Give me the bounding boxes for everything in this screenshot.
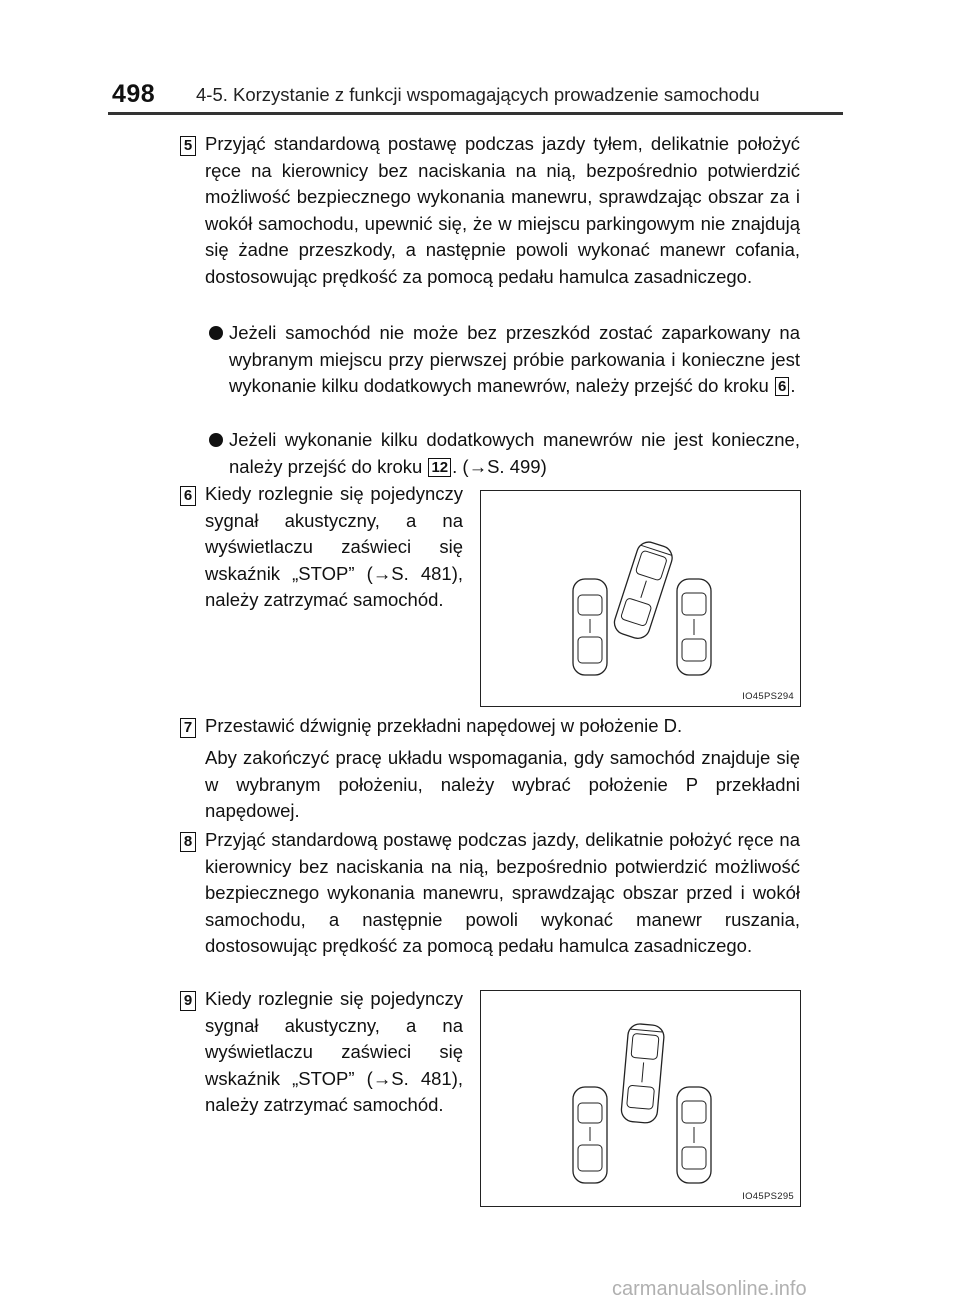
parked-car-right — [677, 579, 711, 675]
step-9 — [205, 986, 463, 1119]
forward-car — [620, 1023, 664, 1124]
step-8 — [205, 827, 800, 960]
step-8-text: Przyjąć standardową postawę podczas jazdy, delikatnie położyć ręce na kierownicy bez naciskania na nią, bezpośrednio potwierdzić możliwość bezpiecznego wykonania manewru, sprawdzając obszar przed i wokół samochodu, a następnie powoli wykonać manewr ruszania, dostosowując prędkość za pomocą pedału hamulca zasadniczego. — [205, 829, 800, 956]
page-header — [0, 0, 960, 115]
step-7-text: Przestawić dźwignię przekładni napędowej w położenie D. — [205, 715, 683, 736]
bullet-1-paragraph — [229, 320, 800, 400]
figure-code: IO45PS294 — [742, 691, 794, 702]
figure-parking-stop-2 — [480, 990, 801, 1207]
parked-car-right — [677, 1087, 711, 1183]
parking-illustration-1 — [481, 491, 800, 706]
step-5-bullet-1 — [209, 320, 800, 400]
step-5-bullet-2 — [209, 427, 800, 480]
step-badge-8: 8 — [180, 832, 196, 852]
bullet-2-end: . (→S. 499) — [452, 455, 547, 477]
bullet-icon — [209, 433, 223, 447]
bullet-icon — [209, 326, 223, 340]
parked-car-left — [573, 1087, 607, 1183]
step-5 — [205, 131, 800, 290]
step-7-note — [205, 745, 800, 825]
step-7 — [205, 713, 800, 740]
reversing-car — [611, 539, 675, 641]
step-6 — [205, 481, 463, 614]
figure-parking-stop-1 — [480, 490, 801, 707]
parking-illustration-2 — [481, 991, 800, 1206]
bullet-2-paragraph — [229, 427, 800, 480]
parked-car-left — [573, 579, 607, 675]
step-ref-12: 12 — [428, 458, 451, 477]
step-5-text: Przyjąć standardową postawę podczas jazdy tyłem, delikatnie położyć ręce na kierownicy bez naciskania na nią, bezpośrednio potwierdzić możliwość bezpiecznego wykonania manewru, sprawdzając obszar za i wokół samochodu, upewnić się, że w miejscu parkingowym nie znajdują się żadne przeszkody, a następnie powoli wykonać manewr cofania, dostosowując prędkość za pomocą pedału hamulca zasadniczego. — [205, 133, 800, 287]
step-9-text: Kiedy rozlegnie się pojedynczy sygnał akustyczny, a na wyświetlaczu zaświeci się wskaźnik „STOP” (→S. 481), należy zatrzymać samochód. — [205, 988, 463, 1115]
step-6-text: Kiedy rozlegnie się pojedynczy sygnał akustyczny, a na wyświetlaczu zaświeci się wskaźnik „STOP” (→S. 481), należy zatrzymać samochód. — [205, 483, 463, 610]
bullet-1-end: . — [790, 375, 796, 396]
bullet-1-text: Jeżeli samochód nie może bez przeszkód zostać zaparkowany na wybranym miejscu przy pierwszej próbie parkowania i konieczne jest wykonanie kilku dodatkowych manewrów, należy przejść do kroku — [229, 322, 800, 396]
step-7-note-text: Aby zakończyć pracę układu wspomagania, gdy samochód znajduje się w wybranym położeniu, należy wybrać położenie P przekładni napędowej. — [205, 747, 800, 821]
step-badge-7: 7 — [180, 718, 196, 738]
bullet-2-text: Jeżeli wykonanie kilku dodatkowych manewrów nie jest konieczne, należy przejść do kroku — [229, 429, 800, 477]
section-title: 4-5. Korzystanie z funkcji wspomagających prowadzenie samochodu — [196, 84, 760, 105]
header-divider — [108, 112, 843, 115]
step-badge-5: 5 — [180, 136, 196, 156]
figure-code: IO45PS295 — [742, 1191, 794, 1202]
page-number: 498 — [112, 80, 156, 108]
step-ref-6: 6 — [775, 377, 789, 396]
step-badge-6: 6 — [180, 486, 196, 506]
watermark: carmanualsonline.info — [612, 1278, 807, 1300]
step-badge-9: 9 — [180, 991, 196, 1011]
